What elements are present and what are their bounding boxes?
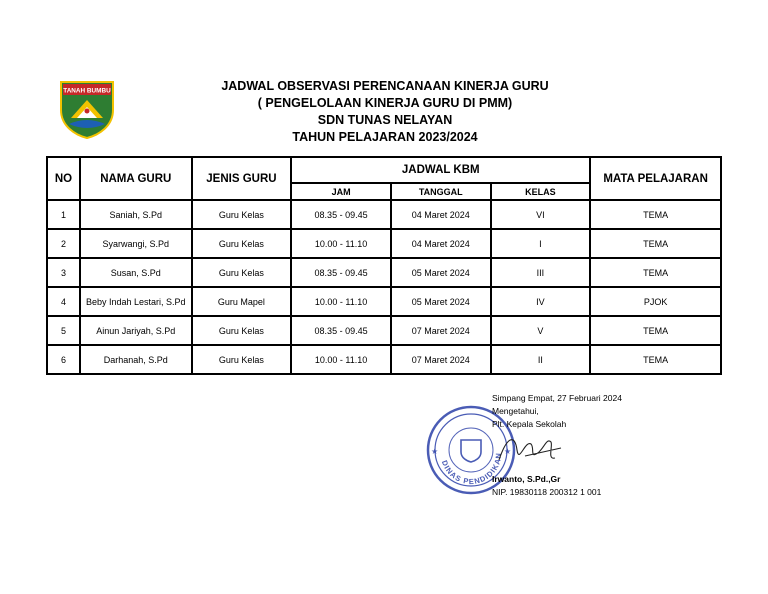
cell-tanggal: 04 Maret 2024 [391, 200, 491, 229]
cell-jenis: Guru Kelas [192, 345, 292, 374]
cell-kelas: V [491, 316, 591, 345]
table-row [47, 258, 721, 287]
svg-text:★: ★ [504, 447, 512, 456]
cell-mapel: TEMA [590, 345, 721, 374]
cell-kelas: IV [491, 287, 591, 316]
schedule-table [46, 156, 722, 375]
header-tanggal: TANGGAL [391, 183, 491, 200]
cell-tanggal: 05 Maret 2024 [391, 258, 491, 287]
table-row [47, 316, 721, 345]
header-jam: JAM [291, 183, 391, 200]
cell-mapel: TEMA [590, 200, 721, 229]
cell-jenis: Guru Mapel [192, 287, 292, 316]
cell-nama: Syarwangi, S.Pd [80, 229, 192, 258]
cell-mapel: PJOK [590, 287, 721, 316]
cell-jam: 08.35 - 09.45 [291, 200, 391, 229]
cell-no: 4 [47, 287, 80, 316]
cell-jenis: Guru Kelas [192, 200, 292, 229]
signer-name: Irwanto, S.Pd.,Gr [492, 474, 561, 484]
cell-no: 1 [47, 200, 80, 229]
cell-no: 5 [47, 316, 80, 345]
cell-no: 2 [47, 229, 80, 258]
table-row [47, 287, 721, 316]
header-jenis-guru: JENIS GURU [192, 157, 292, 200]
svg-text:TANAH BUMBU: TANAH BUMBU [63, 87, 111, 95]
cell-nama: Beby Indah Lestari, S.Pd [80, 287, 192, 316]
svg-text:★: ★ [431, 447, 439, 456]
header-no: NO [47, 157, 80, 200]
cell-mapel: TEMA [590, 258, 721, 287]
cell-jenis: Guru Kelas [192, 316, 292, 345]
header-mata-pelajaran: MATA PELAJARAN [590, 157, 721, 200]
role-label: Plt. Kepala Sekolah [492, 419, 567, 429]
header-school: SDN TUNAS NELAYAN [317, 113, 453, 127]
tanah-bumbu-logo [59, 80, 115, 140]
cell-nama: Ainun Jariyah, S.Pd [80, 316, 192, 345]
cell-jenis: Guru Kelas [192, 258, 292, 287]
cell-kelas: II [491, 345, 591, 374]
header-jadwal-kbm: JADWAL KBM [291, 157, 590, 183]
table-row [47, 345, 721, 374]
cell-jam: 08.35 - 09.45 [291, 316, 391, 345]
known-label: Mengetahui, [492, 406, 539, 416]
header-kelas: KELAS [491, 183, 591, 200]
cell-tanggal: 04 Maret 2024 [391, 229, 491, 258]
signer-nip: NIP. 19830118 200312 1 001 [492, 487, 602, 497]
place-date: Simpang Empat, 27 Februari 2024 [492, 393, 622, 403]
cell-no: 6 [47, 345, 80, 374]
cell-kelas: VI [491, 200, 591, 229]
cell-kelas: III [491, 258, 591, 287]
cell-tanggal: 05 Maret 2024 [391, 287, 491, 316]
table-row [47, 229, 721, 258]
header-year: TAHUN PELAJARAN 2023/2024 [292, 130, 478, 144]
cell-jam: 08.35 - 09.45 [291, 258, 391, 287]
signature-block [492, 392, 622, 499]
cell-jenis: Guru Kelas [192, 229, 292, 258]
header-subtitle: ( PENGELOLAAN KINERJA GURU DI PMM) [257, 96, 513, 110]
cell-nama: Darhanah, S.Pd [80, 345, 192, 374]
header-title: JADWAL OBSERVASI PERENCANAAN KINERJA GURU [221, 79, 549, 93]
cell-kelas: I [491, 229, 591, 258]
cell-jam: 10.00 - 11.10 [291, 345, 391, 374]
stamp-text: DINAS PENDIDIKAN [439, 451, 504, 487]
header-nama-guru: NAMA GURU [80, 157, 192, 200]
table-row [47, 200, 721, 229]
cell-mapel: TEMA [590, 229, 721, 258]
document-header [160, 78, 610, 146]
cell-no: 3 [47, 258, 80, 287]
cell-jam: 10.00 - 11.10 [291, 229, 391, 258]
cell-tanggal: 07 Maret 2024 [391, 345, 491, 374]
cell-nama: Susan, S.Pd [80, 258, 192, 287]
cell-mapel: TEMA [590, 316, 721, 345]
cell-nama: Saniah, S.Pd [80, 200, 192, 229]
cell-tanggal: 07 Maret 2024 [391, 316, 491, 345]
cell-jam: 10.00 - 11.10 [291, 287, 391, 316]
